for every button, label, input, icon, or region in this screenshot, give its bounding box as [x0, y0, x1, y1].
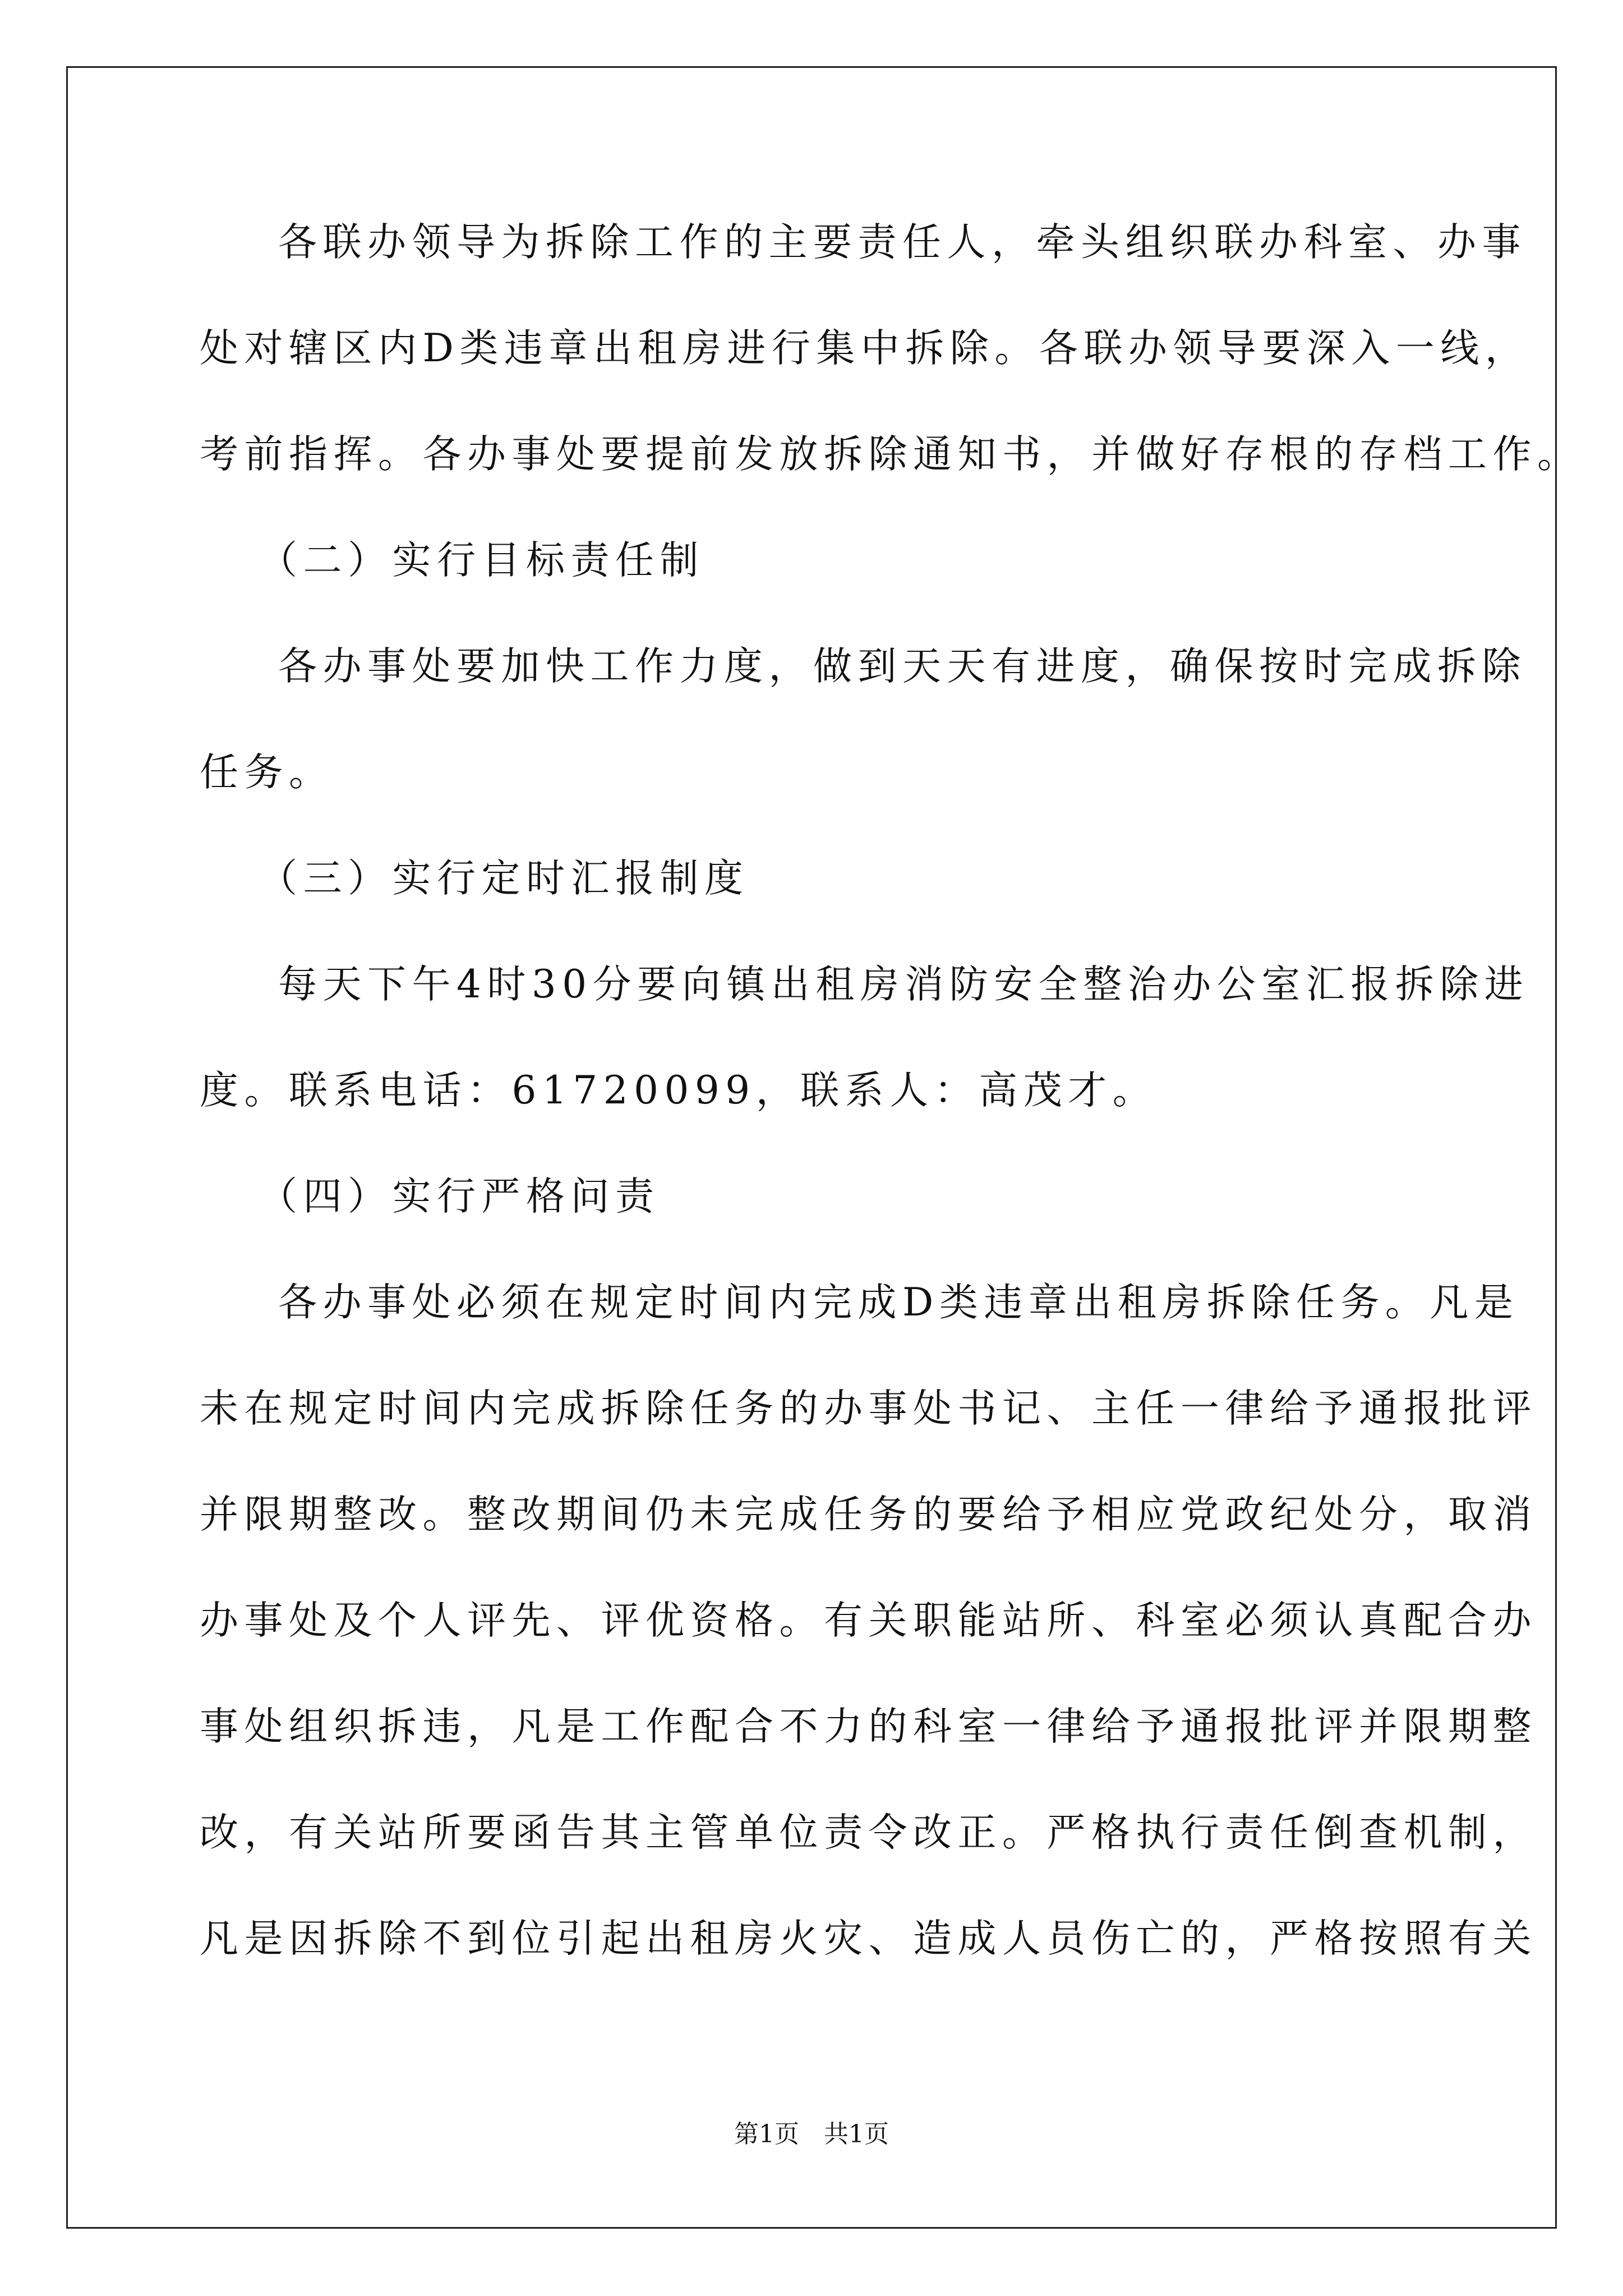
section-heading: （四）实行严格问责	[259, 1174, 660, 1219]
page-footer: 第1页 共1页	[734, 2120, 889, 2148]
paragraph-line: 未在规定时间内完成拆除任务的办事处书记、主任一律给予通报批评	[200, 1386, 1537, 1431]
paragraph-line: 事处组织拆违，凡是工作配合不力的科室一律给予通报批评并限期整	[200, 1704, 1537, 1749]
section-heading: （三）实行定时汇报制度	[259, 856, 749, 901]
paragraph-line: 改，有关站所要函告其主管单位责令改正。严格执行责任倒查机制，	[200, 1810, 1537, 1855]
paragraph-line: 并限期整改。整改期间仍未完成任务的要给予相应党政纪处分，取消	[200, 1492, 1537, 1537]
paragraph-line: 度。联系电话：61720099，联系人：高茂才。	[200, 1068, 1158, 1113]
paragraph-line: 处对辖区内D类违章出租房进行集中拆除。各联办领导要深入一线，	[200, 326, 1530, 371]
paragraph-line: 办事处及个人评先、评优资格。有关职能站所、科室必须认真配合办	[200, 1598, 1537, 1643]
paragraph-line: 各联办领导为拆除工作的主要责任人，牵头组织联办科室、办事	[278, 220, 1527, 265]
section-heading: （二）实行目标责任制	[259, 538, 704, 583]
paragraph-line: 任务。	[200, 750, 334, 795]
paragraph-line: 各办事处必须在规定时间内完成D类违章出租房拆除任务。凡是	[278, 1280, 1519, 1325]
paragraph-line: 每天下午4时30分要向镇出租房消防安全整治办公室汇报拆除进	[278, 962, 1529, 1007]
paragraph-line: 凡是因拆除不到位引起出租房火灾、造成人员伤亡的，严格按照有关	[200, 1916, 1537, 1961]
paragraph-line: 考前指挥。各办事处要提前发放拆除通知书，并做好存根的存档工作。	[200, 432, 1582, 477]
paragraph-line: 各办事处要加快工作力度，做到天天有进度，确保按时完成拆除	[278, 644, 1527, 689]
document-body	[200, 213, 1582, 2016]
